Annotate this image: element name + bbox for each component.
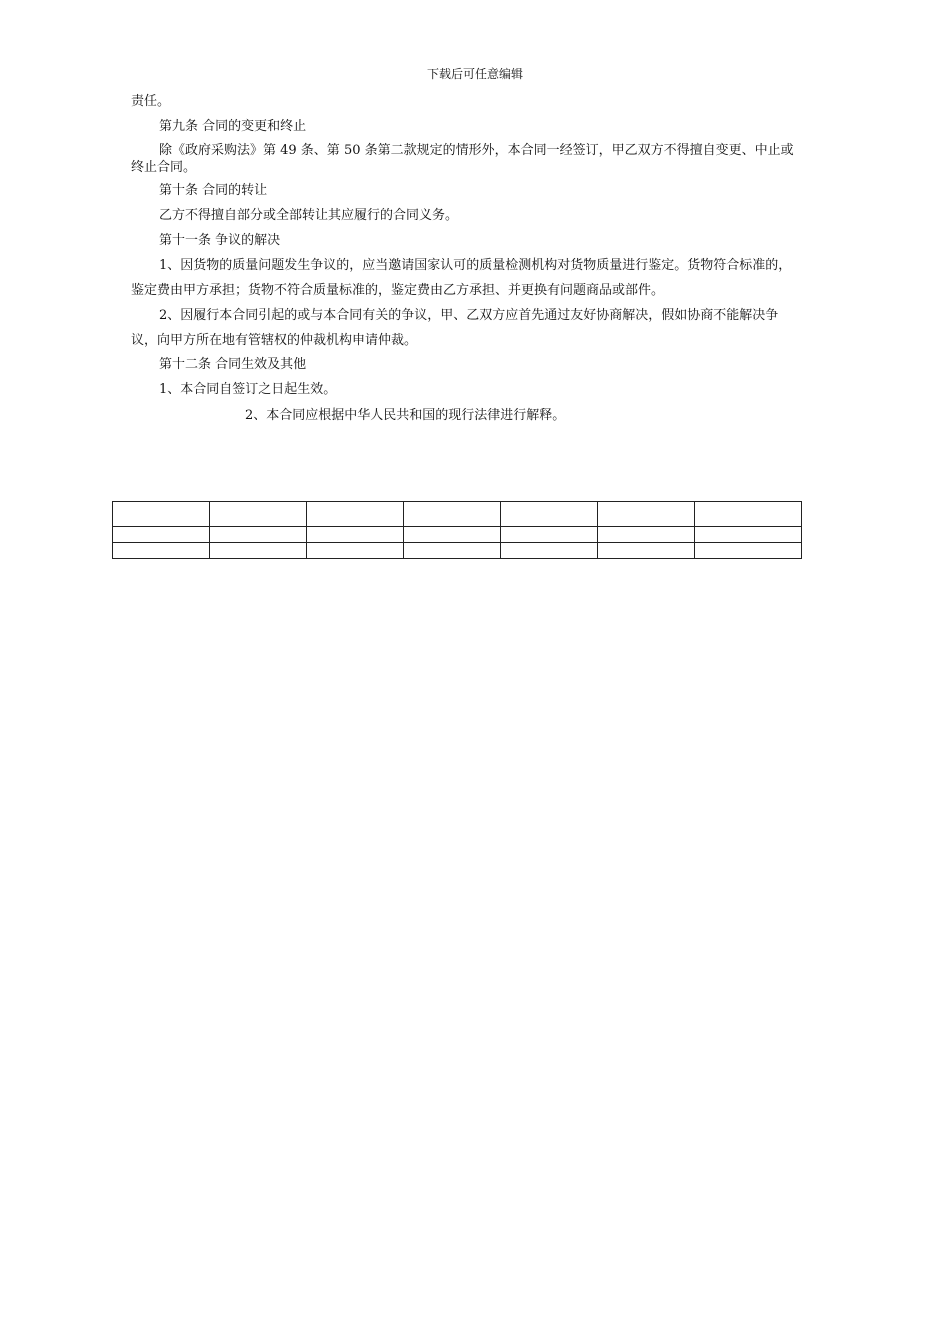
article-11-item-2-cont: 议，向甲方所在地有管辖权的仲裁机构申请仲裁。 bbox=[131, 333, 418, 348]
table-cell bbox=[307, 527, 404, 543]
article-11-item-1-cont: 鉴定费由甲方承担；货物不符合质量标准的，鉴定费由乙方承担、并更换有问题商品或部件。 bbox=[131, 283, 665, 298]
table-cell bbox=[695, 543, 802, 559]
table-cell bbox=[598, 543, 695, 559]
table-cell bbox=[501, 527, 598, 543]
table-cell bbox=[113, 543, 210, 559]
table-cell bbox=[210, 543, 307, 559]
article-9-text: 除《政府采购法》第 49 条、第 50 条第二款规定的情形外，本合同一经签订，甲乙双方不得擅自变更、中止或 bbox=[159, 143, 794, 158]
table-cell bbox=[695, 527, 802, 543]
table-row bbox=[113, 543, 802, 559]
table-cell bbox=[113, 527, 210, 543]
table-cell bbox=[501, 543, 598, 559]
table-cell bbox=[307, 502, 404, 527]
article-9-text-cont: 终止合同。 bbox=[131, 160, 197, 175]
article-10-text: 乙方不得擅自部分或全部转让其应履行的合同义务。 bbox=[159, 208, 459, 223]
table-row bbox=[113, 527, 802, 543]
article-12-item-2: 2、本合同应根据中华人民共和国的现行法律进行解释。 bbox=[245, 408, 566, 423]
article-9-heading: 第九条 合同的变更和终止 bbox=[159, 119, 307, 134]
table-cell bbox=[404, 527, 501, 543]
article-11-item-2: 2、因履行本合同引起的或与本合同有关的争议，甲、乙双方应首先通过友好协商解决，假如协商不能解决争 bbox=[159, 308, 779, 323]
table-cell bbox=[113, 502, 210, 527]
article-12-heading: 第十二条 合同生效及其他 bbox=[159, 357, 307, 372]
article-11-item-1: 1、因货物的质量问题发生争议的，应当邀请国家认可的质量检测机构对货物质量进行鉴定。货物符合标准的， bbox=[159, 258, 792, 273]
blank-signature-table bbox=[112, 501, 802, 559]
table-cell bbox=[695, 502, 802, 527]
table-cell bbox=[210, 527, 307, 543]
table-cell bbox=[404, 502, 501, 527]
article-12-item-1: 1、本合同自签订之日起生效。 bbox=[159, 382, 337, 397]
page-header: 下载后可任意编辑 bbox=[426, 67, 523, 81]
table-row bbox=[113, 502, 802, 527]
table-cell bbox=[210, 502, 307, 527]
article-10-heading: 第十条 合同的转让 bbox=[159, 183, 268, 198]
text-line-responsibility: 责任。 bbox=[131, 94, 171, 109]
table-cell bbox=[307, 543, 404, 559]
table-cell bbox=[404, 543, 501, 559]
table-cell bbox=[598, 527, 695, 543]
table-cell bbox=[598, 502, 695, 527]
table-cell bbox=[501, 502, 598, 527]
article-11-heading: 第十一条 争议的解决 bbox=[159, 233, 281, 248]
